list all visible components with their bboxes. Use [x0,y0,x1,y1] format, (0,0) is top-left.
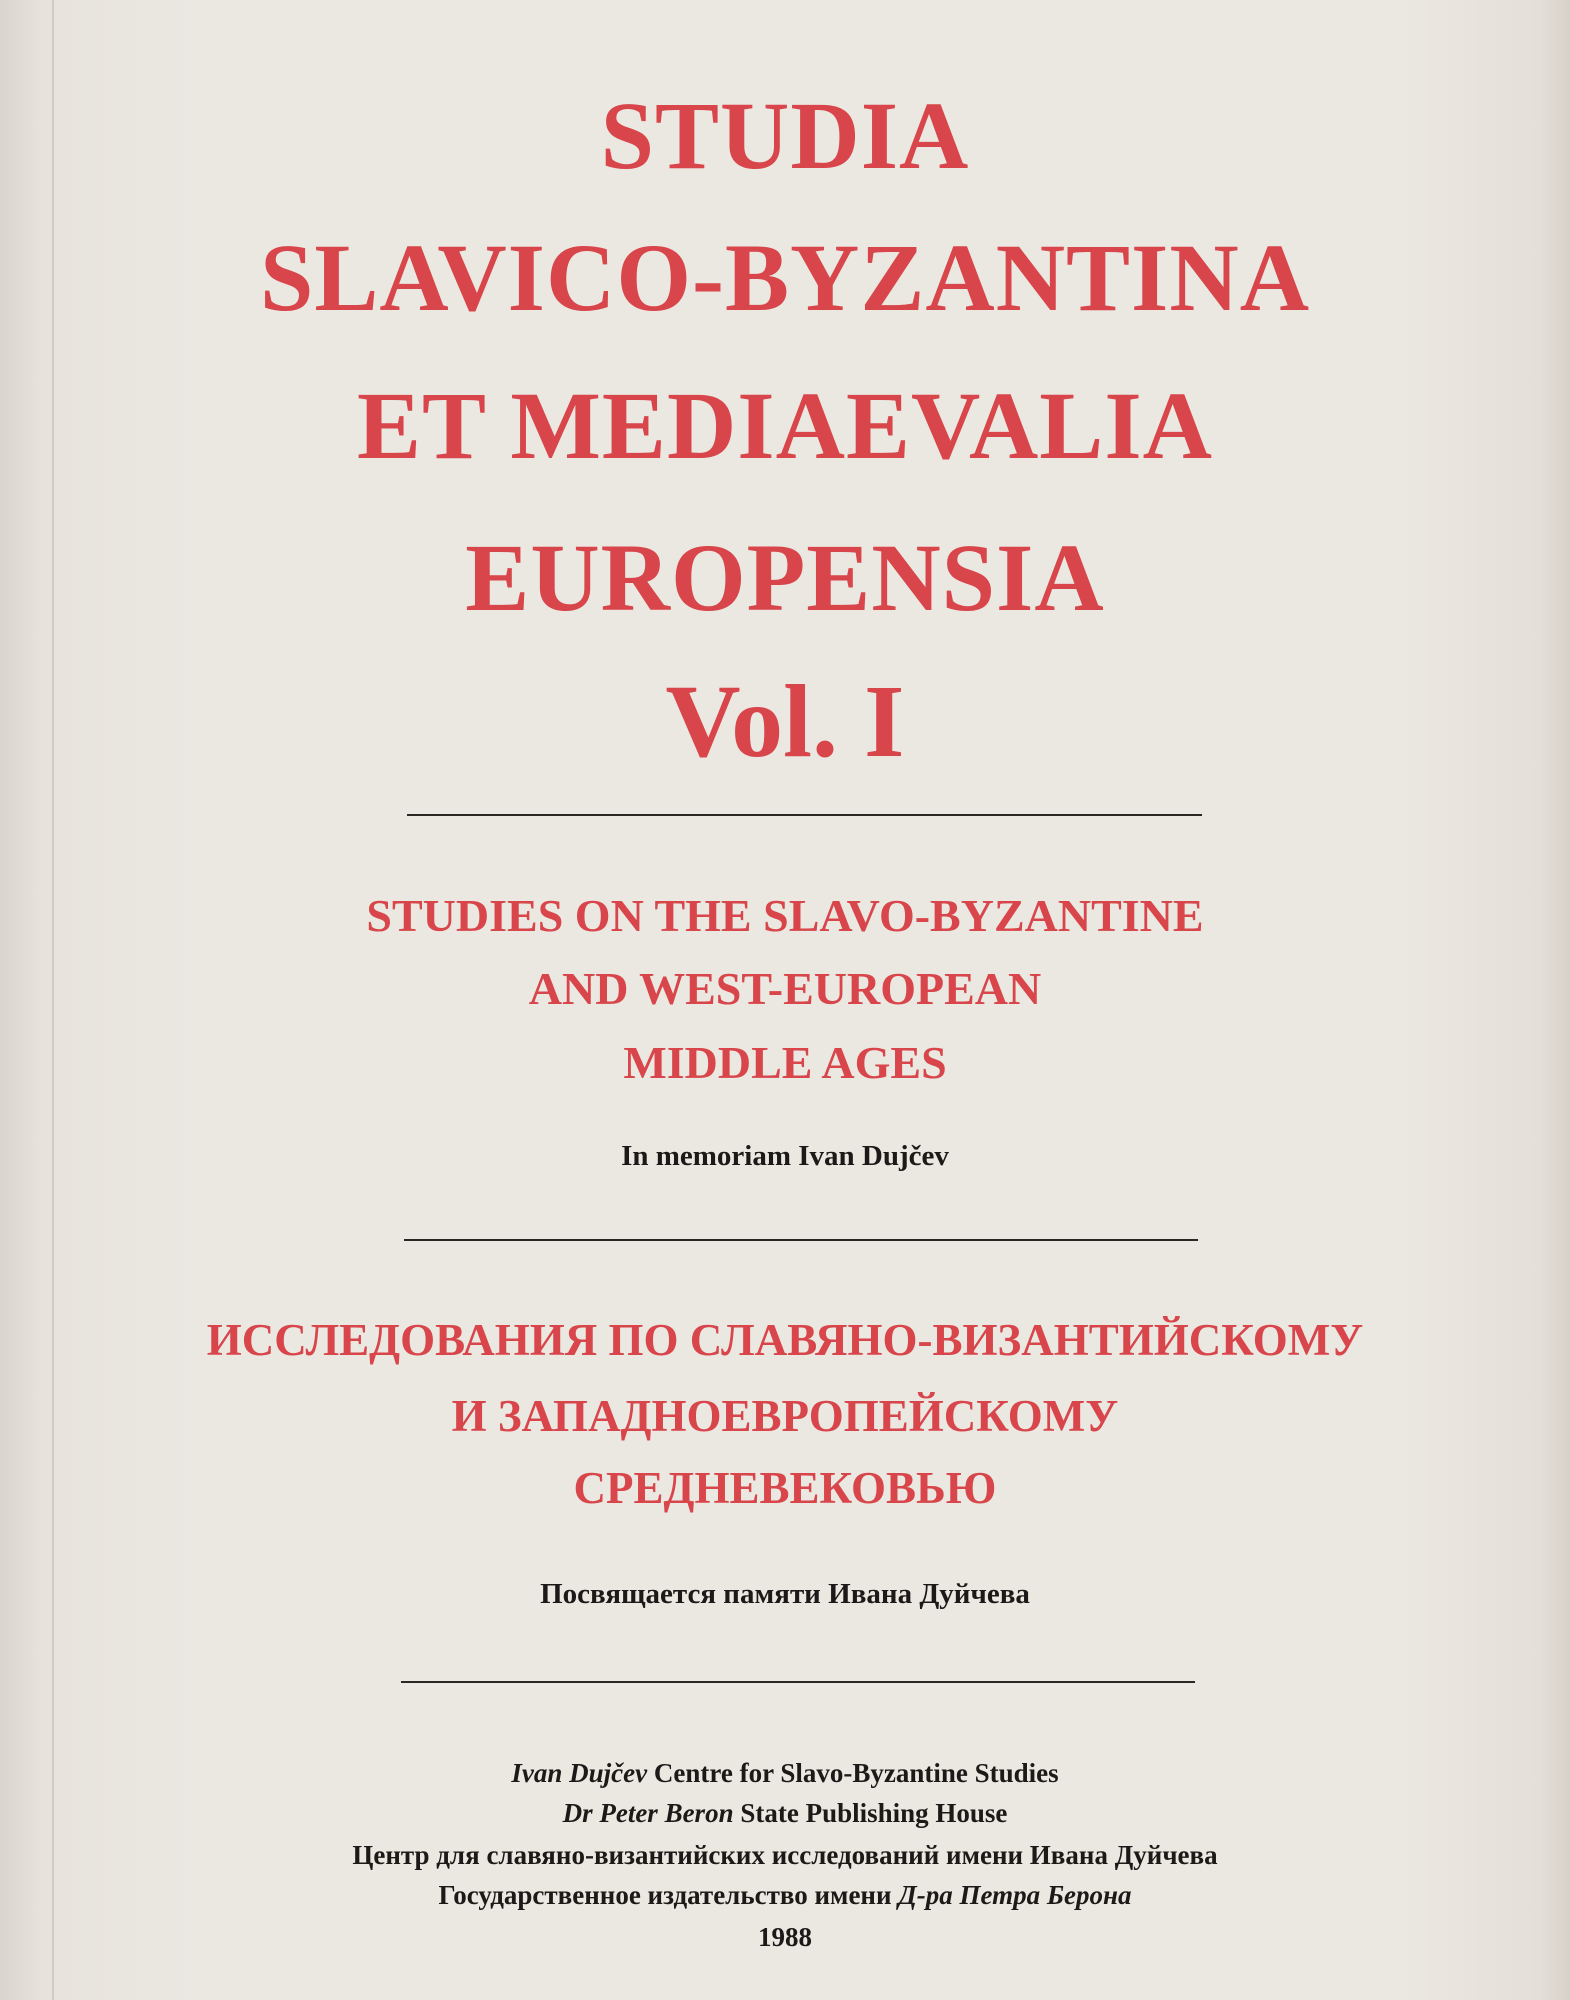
publisher-line-2 [0,1800,1570,1827]
publisher-line-1-italic: Ivan Dujčev [511,1758,648,1788]
publisher-line-2-rest: State Publishing House [733,1798,1008,1828]
russian-subtitle-line-3: СРЕДНЕВЕКОВЬЮ [573,1463,997,1513]
english-subtitle-line-3: MIDDLE AGES [623,1037,947,1088]
title-line-3: ET MEDIAEVALIA [356,372,1213,479]
title-line-4: EUROPENSIA [465,524,1105,631]
publication-year: 1988 [758,1922,812,1952]
divider-rule-1 [407,814,1202,816]
divider-rule-2 [404,1239,1198,1241]
english-subtitle-line-1: STUDIES ON THE SLAVO-BYZANTINE [366,890,1204,941]
publisher-line-4 [0,1882,1570,1909]
publisher-line-4-italic: Д-ра Петра Берона [898,1880,1132,1910]
publisher-line-2-italic: Dr Peter Beron [562,1798,734,1828]
russian-subtitle-line-1: ИССЛЕДОВАНИЯ ПО СЛАВЯНО-ВИЗАНТИЙСКОМУ [206,1315,1364,1365]
divider-rule-3 [401,1681,1195,1683]
title-line-2: SLAVICO-BYZANTINA [259,224,1311,331]
russian-dedication: Посвящается памяти Ивана Дуйчева [540,1578,1030,1610]
volume-number: Vol. I [665,664,905,779]
publisher-line-3: Центр для славяно-византийских исследований имени Ивана Дуйчева [352,1840,1218,1870]
english-dedication: In memoriam Ivan Dujčev [621,1140,949,1172]
publisher-line-1 [0,1760,1570,1787]
publisher-line-1-rest: Centre for Slavo-Byzantine Studies [647,1758,1059,1788]
publisher-line-4-plain: Государственное издательство имени [438,1880,899,1910]
title-line-1: STUDIA [600,82,970,189]
english-subtitle-line-2: AND WEST-EUROPEAN [528,963,1042,1014]
russian-subtitle-line-2: И ЗАПАДНОЕВРОПЕЙСКОМУ [451,1391,1119,1441]
